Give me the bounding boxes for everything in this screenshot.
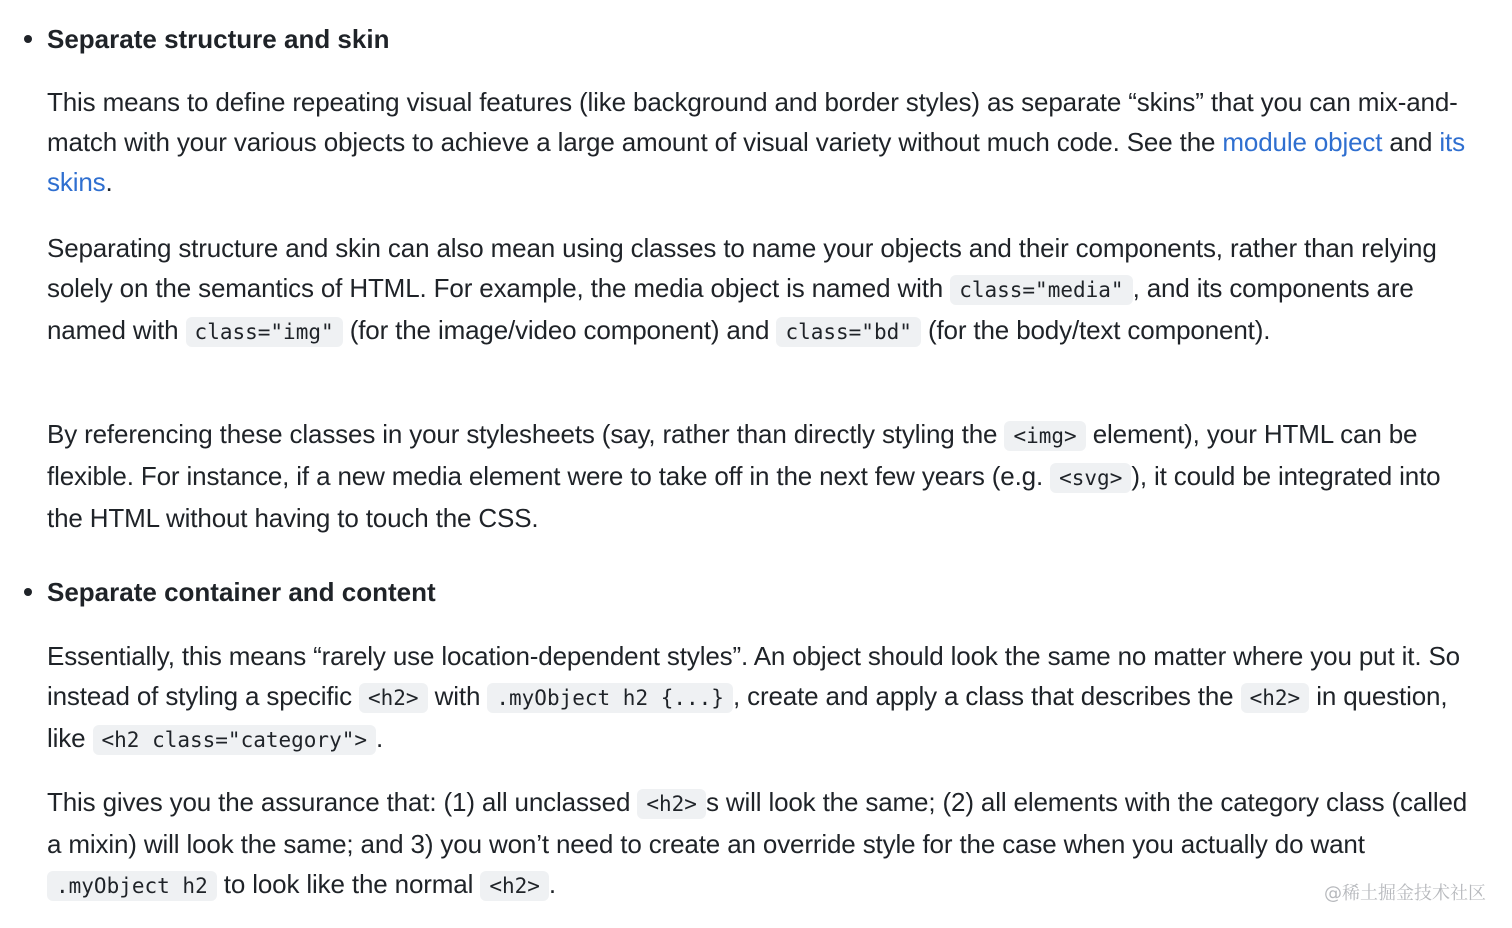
inline-code: .myObject h2 {...} <box>487 683 733 713</box>
paragraph-text: s will look the same; (2) all elements with the category class (called a mixin) will look the same; and 3) you won’t need to create an override style for the case when you actually do want <box>47 787 1468 859</box>
paragraph-text: (for the body/text component). <box>920 315 1271 345</box>
paragraph-text: . <box>105 167 113 197</box>
inline-code: class="bd" <box>776 317 920 347</box>
paragraph-flexible-html <box>47 414 1477 538</box>
paragraph-text: . <box>376 723 384 753</box>
paragraph-text: This gives you the assurance that: (1) all unclassed <box>47 787 638 817</box>
inline-code: <h2> <box>359 683 428 713</box>
paragraph-location-dependent <box>47 636 1477 760</box>
inline-code: class="img" <box>186 317 343 347</box>
inline-code: class="media" <box>950 275 1132 305</box>
inline-code: <h2> <box>637 789 706 819</box>
paragraph-text: (for the image/video component) and <box>342 315 777 345</box>
paragraph-skins <box>47 82 1477 202</box>
inline-code: .myObject h2 <box>47 871 217 901</box>
inline-code: <h2 class="category"> <box>93 725 377 755</box>
inline-code: <svg> <box>1050 463 1131 493</box>
bullet-icon <box>24 35 32 43</box>
inline-code: <h2> <box>480 871 549 901</box>
its-skins-link[interactable]: its skins <box>47 127 1465 197</box>
paragraph-text: Essentially, this means “rarely use location-dependent styles”. An object should look the same no matter where you put it. So instead of styling a specific <box>47 641 1460 711</box>
paragraph-text: By referencing these classes in your stylesheets (say, rather than directly styling the <box>47 419 1005 449</box>
paragraph-class-naming <box>47 228 1477 352</box>
paragraph-text: in question, like <box>47 681 1448 753</box>
paragraph-text: with <box>427 681 488 711</box>
module-object-link[interactable]: module object <box>1222 127 1383 157</box>
paragraph-text: and <box>1382 127 1440 157</box>
paragraph-text: Separating structure and skin can also mean using classes to name your objects and their components, rather than relying solely on the semantics of HTML. For example, the media object is named with <box>47 233 1437 303</box>
inline-code: <img> <box>1004 421 1085 451</box>
section-heading-structure-skin: Separate structure and skin <box>47 24 390 54</box>
paragraph-text: , and its components are named with <box>47 273 1414 345</box>
paragraph-text: . <box>548 869 556 899</box>
paragraph-text: ), it could be integrated into the HTML without having to touch the CSS. <box>47 461 1441 533</box>
watermark-text: @稀土掘金技术社区 <box>1324 883 1486 904</box>
section-heading-container-content: Separate container and content <box>47 577 436 607</box>
paragraph-text: This means to define repeating visual features (like background and border styles) as separate “skins” that you can mix-and-match with your various objects to achieve a large amount of visual variety without much code. See the <box>47 87 1458 157</box>
bullet-icon <box>24 588 32 596</box>
inline-code: <h2> <box>1241 683 1310 713</box>
paragraph-text: , create and apply a class that describes the <box>732 681 1241 711</box>
paragraph-text: element), your HTML can be flexible. For instance, if a new media element were to take off in the next few years (e.g. <box>47 419 1418 491</box>
paragraph-text: to look like the normal <box>216 869 481 899</box>
paragraph-assurance <box>47 782 1477 906</box>
